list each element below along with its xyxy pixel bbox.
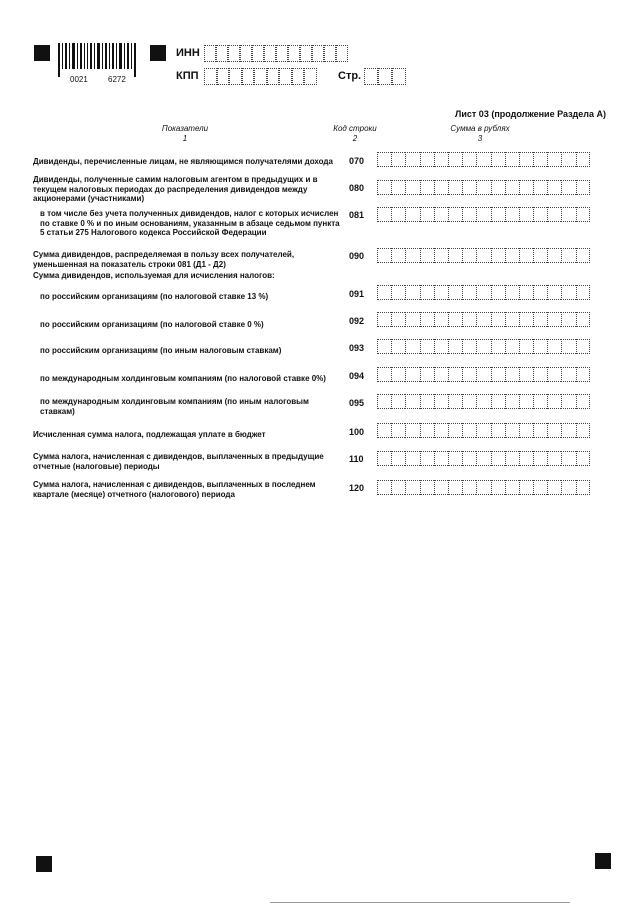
amount-digit-cell[interactable] [533,285,547,300]
amount-digit-cell[interactable] [377,339,391,354]
amount-digit-cell[interactable] [448,423,462,438]
amount-digit-cell[interactable] [476,180,490,195]
amount-digit-cell[interactable] [420,180,434,195]
column-header-indicators-title: Показатели [161,124,209,133]
amount-digit-cell[interactable] [505,248,519,263]
amount-digit-cell[interactable] [405,180,419,195]
kpp-cell[interactable] [254,68,267,85]
amount-digit-cell[interactable] [462,285,476,300]
amount-digit-cell[interactable] [405,285,419,300]
inn-cell[interactable] [276,45,288,62]
amount-digit-cell[interactable] [462,423,476,438]
amount-digit-cell[interactable] [533,480,547,495]
section-note: Сумма дивидендов, используемая для исчисления налогов: [33,271,275,280]
amount-digit-cell[interactable] [434,480,448,495]
amount-digit-cell[interactable] [576,480,590,495]
amount-digit-cell[interactable] [547,423,561,438]
amount-digit-cell[interactable] [434,394,448,409]
amount-digit-cell[interactable] [405,394,419,409]
amount-digit-cell[interactable] [434,152,448,167]
amount-digit-cell[interactable] [561,367,575,382]
column-header-amount [430,124,530,144]
row-label-091: по российским организациям (по налоговой ставке 13 %) [40,292,269,301]
amount-digit-cell[interactable] [491,423,505,438]
page-number-cell[interactable] [378,68,392,85]
amount-digit-cell[interactable] [519,451,533,466]
amount-digit-cell[interactable] [391,339,405,354]
amount-digit-cell[interactable] [519,367,533,382]
column-header-line-code-number: 2 [352,134,358,143]
amount-digit-cell[interactable] [519,248,533,263]
amount-digit-cell[interactable] [476,312,490,327]
amount-digit-cell[interactable] [476,367,490,382]
amount-digit-cell[interactable] [476,480,490,495]
amount-digit-cell[interactable] [576,394,590,409]
row-code-095: 095 [349,398,365,408]
amount-digit-cell[interactable] [476,152,490,167]
row-label-110: Сумма налога, начисленная с дивидендов, выплаченных в предыдущие отчетные (налоговые) периоды [33,452,324,471]
amount-digit-cell[interactable] [420,152,434,167]
amount-digit-cell[interactable] [434,367,448,382]
column-header-indicators [140,124,230,144]
amount-digit-cell[interactable] [377,248,391,263]
amount-field-120[interactable] [377,480,591,495]
amount-digit-cell[interactable] [491,152,505,167]
kpp-cell[interactable] [267,68,280,85]
amount-digit-cell[interactable] [505,480,519,495]
amount-digit-cell[interactable] [377,451,391,466]
barcode [58,43,140,77]
page-bottom-edge [270,902,570,903]
amount-digit-cell[interactable] [576,180,590,195]
column-header-amount-title: Сумма в рублях [450,124,510,133]
amount-digit-cell[interactable] [505,152,519,167]
amount-digit-cell[interactable] [561,339,575,354]
amount-digit-cell[interactable] [519,480,533,495]
inn-cell[interactable] [204,45,216,62]
kpp-cell[interactable] [217,68,230,85]
row-code-110: 110 [349,454,364,464]
amount-digit-cell[interactable] [420,480,434,495]
row-code-081: 081 [349,210,365,220]
amount-digit-cell[interactable] [391,423,405,438]
amount-digit-cell[interactable] [434,285,448,300]
amount-digit-cell[interactable] [547,451,561,466]
amount-digit-cell[interactable] [491,339,505,354]
amount-digit-cell[interactable] [519,152,533,167]
amount-digit-cell[interactable] [391,480,405,495]
amount-digit-cell[interactable] [420,451,434,466]
amount-digit-cell[interactable] [576,423,590,438]
registration-marker-bottom-left [36,856,52,872]
amount-digit-cell[interactable] [505,207,519,222]
amount-digit-cell[interactable] [391,248,405,263]
row-label-090: Сумма дивидендов, распределяемая в пользу всех получателей, уменьшенная на показатель строки 081 (Д1 - Д2) [33,250,295,269]
amount-digit-cell[interactable] [377,480,391,495]
amount-digit-cell[interactable] [420,207,434,222]
amount-field-094[interactable] [377,367,591,382]
row-label-070: Дивиденды, перечисленные лицам, не являющимся получателями дохода [33,157,333,166]
amount-digit-cell[interactable] [533,312,547,327]
amount-digit-cell[interactable] [547,285,561,300]
amount-digit-cell[interactable] [405,451,419,466]
amount-digit-cell[interactable] [547,480,561,495]
row-label-080: Дивиденды, полученные самим налоговым агентом в предыдущих и в текущем налоговых периодах до распределения дивидендов между акционерами (участниками) [33,175,318,203]
amount-digit-cell[interactable] [377,312,391,327]
amount-digit-cell[interactable] [476,339,490,354]
amount-digit-cell[interactable] [576,248,590,263]
amount-field-093[interactable] [377,339,591,354]
amount-digit-cell[interactable] [476,423,490,438]
row-label-081: в том числе без учета полученных дивидендов, налог с которых исчислен по ставке 0 % и по иным основаниям, указанным в абзаце седьмом пункта 5 статьи 275 Налогового кодекса Российской Федерации [40,209,340,237]
inn-cell[interactable] [300,45,312,62]
kpp-cell[interactable] [242,68,255,85]
amount-digit-cell[interactable] [377,367,391,382]
kpp-cell[interactable] [279,68,292,85]
amount-digit-cell[interactable] [533,394,547,409]
sheet-title: Лист 03 (продолжение Раздела А) [455,109,606,119]
amount-digit-cell[interactable] [462,248,476,263]
row-code-070: 070 [349,156,365,166]
amount-digit-cell[interactable] [533,423,547,438]
amount-digit-cell[interactable] [561,394,575,409]
barcode-number-2: 6272 [108,75,126,84]
page-label: Стр. [338,70,362,82]
amount-digit-cell[interactable] [576,285,590,300]
inn-cell[interactable] [228,45,240,62]
amount-digit-cell[interactable] [533,180,547,195]
amount-digit-cell[interactable] [519,180,533,195]
amount-digit-cell[interactable] [420,339,434,354]
row-label-095: по международным холдинговым компаниям (по иным налоговым ставкам) [40,397,309,416]
row-code-080: 080 [349,183,365,193]
amount-digit-cell[interactable] [576,339,590,354]
amount-digit-cell[interactable] [391,367,405,382]
row-label-100: Исчисленная сумма налога, подлежащая уплате в бюджет [33,430,266,439]
amount-field-092[interactable] [377,312,591,327]
amount-digit-cell[interactable] [533,367,547,382]
amount-digit-cell[interactable] [561,152,575,167]
page-number-cell[interactable] [392,68,406,85]
amount-digit-cell[interactable] [377,423,391,438]
amount-digit-cell[interactable] [462,312,476,327]
amount-digit-cell[interactable] [491,248,505,263]
amount-digit-cell[interactable] [377,285,391,300]
amount-digit-cell[interactable] [561,451,575,466]
amount-digit-cell[interactable] [505,394,519,409]
inn-cell[interactable] [264,45,276,62]
column-header-line-code [325,124,385,144]
amount-digit-cell[interactable] [491,207,505,222]
amount-digit-cell[interactable] [448,367,462,382]
amount-digit-cell[interactable] [462,451,476,466]
amount-digit-cell[interactable] [547,207,561,222]
amount-digit-cell[interactable] [491,394,505,409]
amount-digit-cell[interactable] [391,285,405,300]
inn-cell[interactable] [252,45,264,62]
amount-digit-cell[interactable] [576,451,590,466]
amount-digit-cell[interactable] [462,367,476,382]
amount-digit-cell[interactable] [576,367,590,382]
amount-digit-cell[interactable] [405,367,419,382]
row-code-094: 094 [349,371,365,381]
amount-digit-cell[interactable] [420,312,434,327]
amount-digit-cell[interactable] [405,152,419,167]
row-label-093: по российским организациям (по иным налоговым ставкам) [40,346,282,355]
registration-marker-top-left [34,45,50,61]
page-number-cell[interactable] [364,68,378,85]
amount-field-095[interactable] [377,394,591,409]
amount-field-090[interactable] [377,248,591,263]
amount-digit-cell[interactable] [462,152,476,167]
amount-digit-cell[interactable] [505,339,519,354]
registration-marker-bottom-right [595,853,611,869]
column-header-indicators-number: 1 [182,134,188,143]
amount-digit-cell[interactable] [434,312,448,327]
row-code-093: 093 [349,343,365,353]
amount-digit-cell[interactable] [377,394,391,409]
amount-digit-cell[interactable] [434,451,448,466]
amount-digit-cell[interactable] [405,423,419,438]
amount-digit-cell[interactable] [462,339,476,354]
amount-digit-cell[interactable] [405,480,419,495]
amount-digit-cell[interactable] [476,394,490,409]
amount-digit-cell[interactable] [491,285,505,300]
amount-digit-cell[interactable] [533,248,547,263]
inn-cell[interactable] [288,45,300,62]
row-code-091: 091 [349,289,365,299]
kpp-cell[interactable] [204,68,217,85]
row-label-094: по международным холдинговым компаниям (по налоговой ставке 0%) [40,374,326,383]
kpp-label: КПП [176,70,199,82]
amount-digit-cell[interactable] [476,285,490,300]
amount-digit-cell[interactable] [547,180,561,195]
amount-digit-cell[interactable] [462,480,476,495]
amount-digit-cell[interactable] [491,367,505,382]
amount-digit-cell[interactable] [561,423,575,438]
amount-digit-cell[interactable] [448,480,462,495]
amount-digit-cell[interactable] [491,180,505,195]
amount-digit-cell[interactable] [561,312,575,327]
amount-digit-cell[interactable] [377,152,391,167]
amount-digit-cell[interactable] [462,180,476,195]
inn-field[interactable] [204,45,348,62]
amount-digit-cell[interactable] [491,480,505,495]
kpp-cell[interactable] [292,68,305,85]
amount-digit-cell[interactable] [391,451,405,466]
amount-field-110[interactable] [377,451,591,466]
registration-marker-top-middle [150,45,166,61]
row-label-092: по российским организациям (по налоговой ставке 0 %) [40,320,264,329]
amount-field-070[interactable] [377,152,591,167]
amount-digit-cell[interactable] [462,394,476,409]
amount-digit-cell[interactable] [448,451,462,466]
amount-digit-cell[interactable] [405,312,419,327]
inn-cell[interactable] [240,45,252,62]
amount-digit-cell[interactable] [519,394,533,409]
amount-field-100[interactable] [377,423,591,438]
amount-digit-cell[interactable] [505,312,519,327]
amount-digit-cell[interactable] [547,152,561,167]
amount-digit-cell[interactable] [505,285,519,300]
amount-digit-cell[interactable] [448,394,462,409]
row-code-092: 092 [349,316,365,326]
inn-cell[interactable] [336,45,348,62]
inn-cell[interactable] [216,45,228,62]
page-number-field[interactable] [364,68,406,85]
amount-digit-cell[interactable] [547,248,561,263]
amount-digit-cell[interactable] [547,394,561,409]
amount-digit-cell[interactable] [561,207,575,222]
amount-digit-cell[interactable] [391,152,405,167]
amount-digit-cell[interactable] [448,207,462,222]
amount-digit-cell[interactable] [420,248,434,263]
amount-digit-cell[interactable] [405,248,419,263]
amount-digit-cell[interactable] [505,367,519,382]
amount-digit-cell[interactable] [505,180,519,195]
amount-digit-cell[interactable] [448,285,462,300]
amount-digit-cell[interactable] [448,312,462,327]
amount-digit-cell[interactable] [434,180,448,195]
amount-digit-cell[interactable] [519,312,533,327]
amount-digit-cell[interactable] [576,152,590,167]
amount-digit-cell[interactable] [547,367,561,382]
kpp-cell[interactable] [229,68,242,85]
amount-digit-cell[interactable] [434,207,448,222]
amount-field-081[interactable] [377,207,591,222]
amount-digit-cell[interactable] [377,207,391,222]
amount-field-080[interactable] [377,180,591,195]
amount-digit-cell[interactable] [476,207,490,222]
amount-digit-cell[interactable] [405,339,419,354]
amount-digit-cell[interactable] [519,207,533,222]
amount-digit-cell[interactable] [420,423,434,438]
amount-digit-cell[interactable] [533,451,547,466]
amount-digit-cell[interactable] [491,451,505,466]
amount-digit-cell[interactable] [576,207,590,222]
amount-digit-cell[interactable] [420,285,434,300]
amount-digit-cell[interactable] [561,248,575,263]
amount-digit-cell[interactable] [476,248,490,263]
amount-digit-cell[interactable] [391,394,405,409]
amount-digit-cell[interactable] [391,207,405,222]
amount-digit-cell[interactable] [448,248,462,263]
amount-digit-cell[interactable] [533,207,547,222]
row-code-090: 090 [349,251,365,261]
row-code-120: 120 [349,483,365,493]
amount-digit-cell[interactable] [434,423,448,438]
amount-digit-cell[interactable] [420,367,434,382]
amount-digit-cell[interactable] [420,394,434,409]
inn-label: ИНН [176,47,200,59]
amount-digit-cell[interactable] [533,152,547,167]
amount-digit-cell[interactable] [561,285,575,300]
row-label-120: Сумма налога, начисленная с дивидендов, выплаченных в последнем квартале (месяце) отчетного (налогового) периода [33,480,316,499]
amount-digit-cell[interactable] [519,339,533,354]
inn-cell[interactable] [312,45,324,62]
amount-digit-cell[interactable] [448,152,462,167]
column-header-line-code-title: Код строки [333,124,377,133]
amount-digit-cell[interactable] [391,180,405,195]
amount-digit-cell[interactable] [434,339,448,354]
amount-digit-cell[interactable] [576,312,590,327]
column-header-amount-number: 3 [477,134,483,143]
amount-digit-cell[interactable] [519,285,533,300]
amount-digit-cell[interactable] [561,180,575,195]
barcode-number-1: 0021 [70,75,88,84]
amount-digit-cell[interactable] [476,451,490,466]
amount-digit-cell[interactable] [434,248,448,263]
amount-field-091[interactable] [377,285,591,300]
amount-digit-cell[interactable] [377,180,391,195]
amount-digit-cell[interactable] [491,312,505,327]
row-code-100: 100 [349,427,365,437]
amount-digit-cell[interactable] [448,180,462,195]
amount-digit-cell[interactable] [519,423,533,438]
amount-digit-cell[interactable] [462,207,476,222]
amount-digit-cell[interactable] [505,451,519,466]
amount-digit-cell[interactable] [547,339,561,354]
amount-digit-cell[interactable] [533,339,547,354]
amount-digit-cell[interactable] [405,207,419,222]
amount-digit-cell[interactable] [391,312,405,327]
kpp-field[interactable] [204,68,317,85]
kpp-cell[interactable] [304,68,317,85]
amount-digit-cell[interactable] [505,423,519,438]
amount-digit-cell[interactable] [561,480,575,495]
amount-digit-cell[interactable] [448,339,462,354]
amount-digit-cell[interactable] [547,312,561,327]
inn-cell[interactable] [324,45,336,62]
